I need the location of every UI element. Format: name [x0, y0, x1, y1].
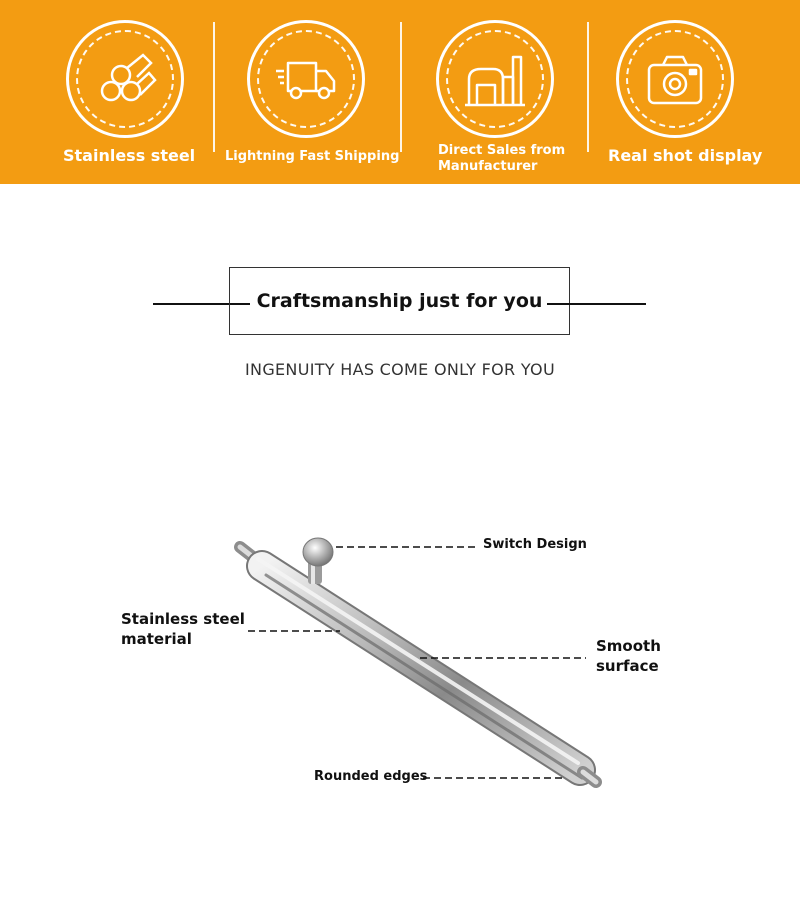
steel-bars-icon	[93, 47, 157, 111]
feature-stainless-steel	[25, 0, 225, 184]
feature-label-line: Manufacturer	[438, 159, 538, 174]
feature-circle	[436, 20, 554, 138]
feature-fast-shipping	[210, 0, 410, 184]
callout-smooth-surface	[596, 636, 661, 676]
delivery-truck-icon	[274, 47, 338, 111]
callout-line: surface	[596, 657, 659, 675]
callout-line: Smooth	[596, 637, 661, 655]
right-pin	[583, 772, 596, 782]
heading-rule-right	[547, 303, 646, 305]
callout-line: Stainless steel	[121, 610, 245, 628]
feature-circle	[66, 20, 184, 138]
heading-frame	[229, 267, 570, 335]
callout-line: material	[121, 630, 192, 648]
feature-circle	[616, 20, 734, 138]
section-title: Craftsmanship just for you	[256, 290, 543, 312]
product-diagram	[0, 500, 800, 820]
feature-label-line: Direct Sales from	[438, 143, 566, 158]
feature-banner	[0, 0, 800, 184]
feature-circle	[247, 20, 365, 138]
callout-rounded-edges: Rounded edges	[314, 769, 428, 784]
feature-label	[438, 143, 565, 175]
camera-icon	[643, 47, 707, 111]
feature-real-shot	[585, 0, 785, 184]
callout-switch-design: Switch Design	[483, 537, 587, 552]
feature-label: Stainless steel	[63, 146, 196, 165]
callout-stainless-steel	[121, 609, 245, 649]
tube-body	[258, 559, 582, 778]
feature-label: Lightning Fast Shipping	[225, 149, 400, 164]
factory-icon	[463, 47, 527, 111]
feature-direct-sales	[398, 0, 598, 184]
feature-label: Real shot display	[608, 146, 763, 165]
section-subtitle: INGENUITY HAS COME ONLY FOR YOU	[245, 360, 555, 379]
